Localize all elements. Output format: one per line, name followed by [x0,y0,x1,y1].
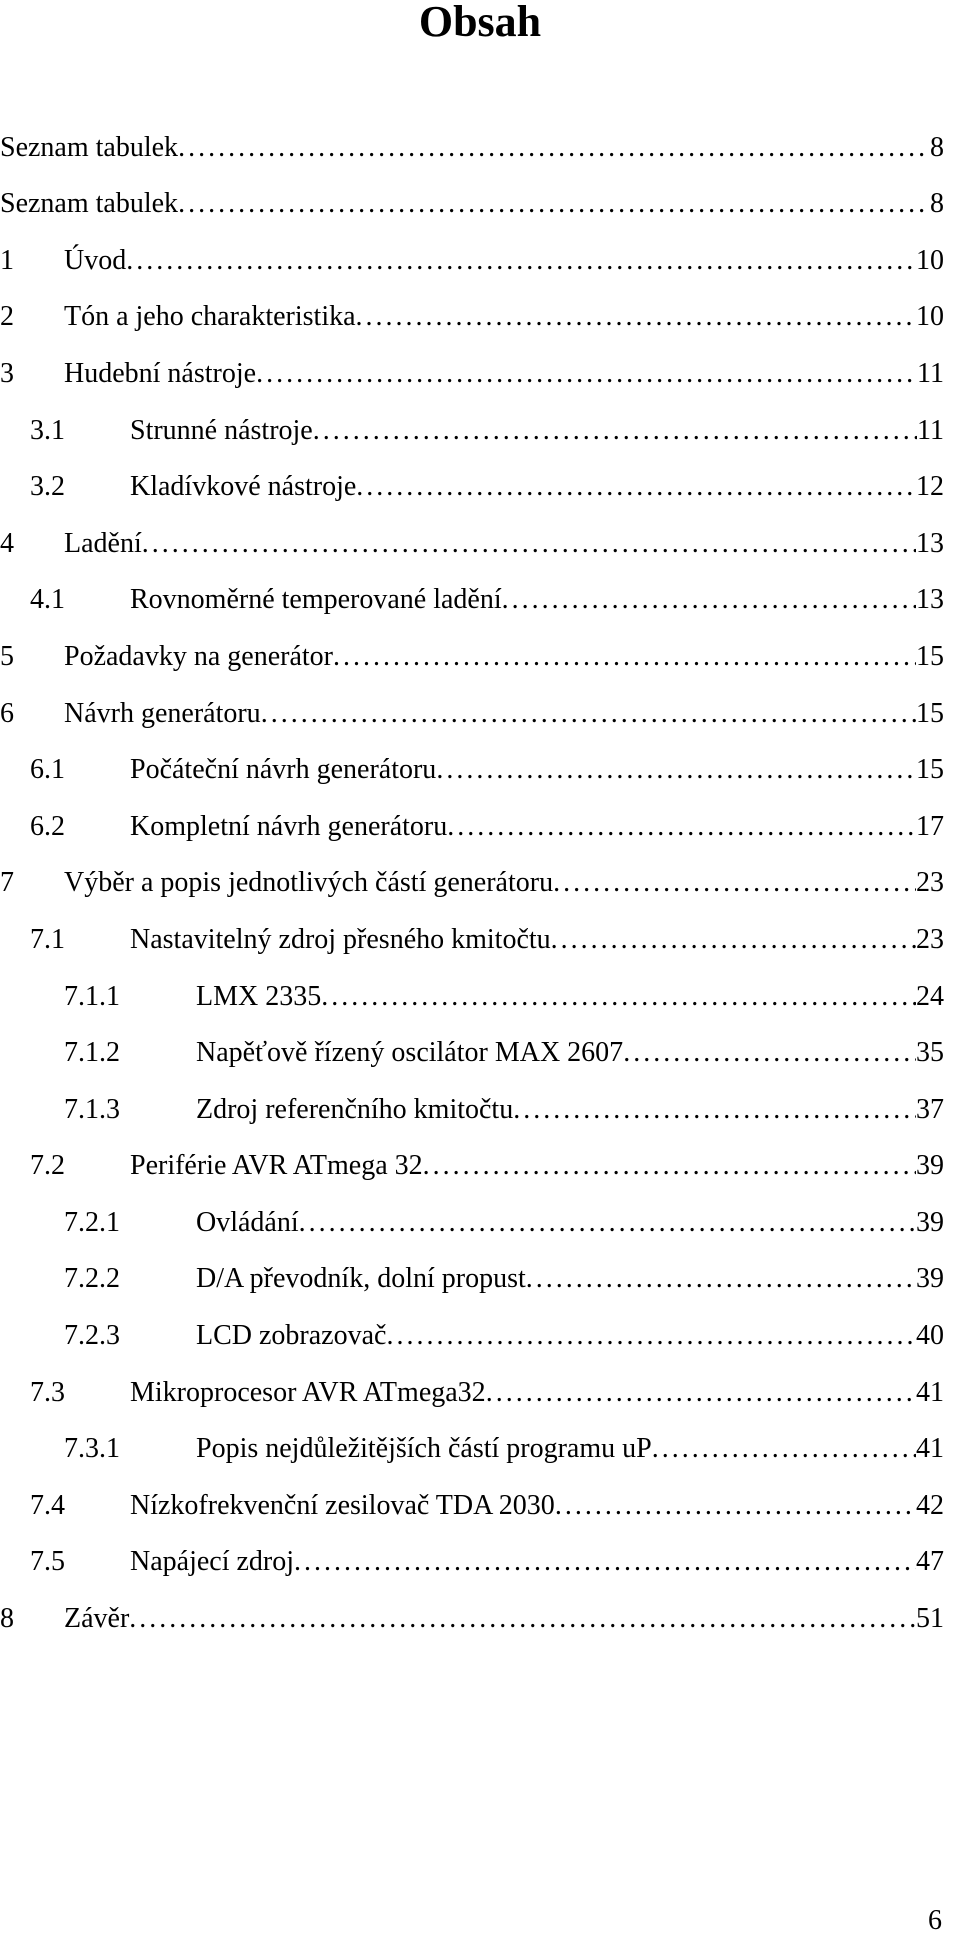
toc-entry-line [196,1433,944,1465]
toc-entry-page: 39 [916,1263,944,1295]
toc-entry-page: 11 [917,414,944,446]
toc-entry[interactable] [0,285,960,342]
toc-dot-leader [623,1037,916,1069]
toc-entry-number: 1 [0,244,14,276]
toc-entry-number: 7.5 [30,1546,65,1578]
toc-entry-page: 39 [916,1150,944,1182]
page-title: Obsah [418,0,542,46]
toc-entry-line [196,1037,944,1069]
toc-dot-leader [333,641,916,673]
toc-dot-leader [142,528,916,560]
toc-entry-title: Periférie AVR ATmega 32 [130,1150,423,1182]
toc-entry-line [130,584,944,616]
toc-entry-line [130,754,944,786]
toc-entry[interactable] [0,964,960,1021]
toc-entry-line [64,867,944,899]
toc-entry-line [130,1546,944,1578]
toc-entry-page: 47 [916,1546,944,1578]
toc-entry-number: 7.2.2 [64,1263,120,1295]
toc-entry-number: 8 [0,1603,14,1635]
toc-dot-leader [502,584,916,616]
toc-entry-page: 15 [916,640,944,672]
toc-entry[interactable] [0,1360,960,1417]
toc-entry[interactable] [0,115,960,172]
toc-entry-line [196,1094,944,1126]
toc-entry-title: Návrh generátoru [64,697,261,729]
toc-entry[interactable] [0,1473,960,1530]
toc-entry-title: Strunné nástroje [130,414,313,446]
toc-dot-leader [423,1150,916,1182]
toc-entry-title: Seznam tabulek [0,188,179,220]
toc-entry-title: D/A převodník, dolní propust [196,1263,526,1295]
toc-dot-leader [321,981,916,1013]
toc-entry-line [64,641,944,673]
toc-entry-title: Napěťově řízený oscilátor MAX 2607 [196,1037,624,1069]
toc-entry-line [130,415,944,447]
toc-entry-number: 7.2.1 [64,1206,120,1238]
toc-entry-number: 6.1 [30,754,65,786]
toc-entry-title: Popis nejdůležitějších částí programu uP [196,1433,652,1465]
toc-entry[interactable] [0,1417,960,1474]
toc-entry[interactable] [0,1021,960,1078]
toc-entry-number: 6.2 [30,810,65,842]
toc-entry-line [64,1603,944,1635]
toc-entry-number: 6 [0,697,14,729]
toc-dot-leader [126,245,916,277]
toc-entry-number: 7.3.1 [64,1433,120,1465]
toc-dot-leader [486,1377,916,1409]
toc-entry-line [130,1377,944,1409]
toc-entry-title: Počáteční návrh generátoru [130,754,437,786]
toc-entry-number: 7.1.2 [64,1037,120,1069]
toc-entry-page: 13 [916,584,944,616]
toc-entry-page: 11 [917,357,944,389]
toc-entry-page: 40 [916,1320,944,1352]
toc-entry-number: 7.1.1 [64,980,120,1012]
toc-entry-number: 7.4 [30,1489,65,1521]
toc-entry[interactable] [0,341,960,398]
toc-entry[interactable] [0,511,960,568]
toc-dot-leader [356,471,916,503]
toc-entry-page: 24 [916,980,944,1012]
toc-entry-number: 2 [0,301,14,333]
toc-entry-page: 37 [916,1093,944,1125]
toc-entry-page: 12 [916,471,944,503]
toc-dot-leader [129,1603,916,1635]
toc-entry-page: 15 [916,697,944,729]
toc-entry[interactable] [0,1586,960,1643]
toc-entry[interactable] [0,1530,960,1587]
toc-entry-page: 23 [916,923,944,955]
toc-entry[interactable] [0,1190,960,1247]
toc-entry-line [64,301,944,333]
toc-entry[interactable] [0,455,960,512]
toc-entry-title: Kompletní návrh generátoru [130,810,448,842]
toc-entry-title: Hudební nástroje [64,357,257,389]
toc-dot-leader [652,1433,916,1465]
toc-entry-title: Nízkofrekvenční zesilovač TDA 2030 [130,1489,555,1521]
toc-entry-title: Ovládání [196,1206,299,1238]
toc-entry-line [130,1150,944,1182]
toc-entry-number: 7.2.3 [64,1320,120,1352]
toc-entry-line [130,1490,944,1522]
toc-dot-leader [178,188,930,220]
toc-entry[interactable] [0,568,960,625]
toc-entry[interactable] [0,1077,960,1134]
toc-entry-page: 17 [916,810,944,842]
toc-entry-number: 3 [0,357,14,389]
toc-entry-page: 8 [930,188,944,220]
toc-entry[interactable] [0,794,960,851]
toc-entry-line [196,981,944,1013]
toc-entry-title: Závěr [64,1603,130,1635]
toc-entry-number: 7.1.3 [64,1093,120,1125]
toc-entry-number: 7.2 [30,1150,65,1182]
toc-entry[interactable] [0,1247,960,1304]
toc-entry[interactable] [0,228,960,285]
toc-dot-leader [294,1546,916,1578]
toc-entry-title: Zdroj referenčního kmitočtu [196,1093,514,1125]
toc-entry-title: Ladění [64,527,142,559]
toc-entry-number: 4.1 [30,584,65,616]
toc-entry[interactable] [0,738,960,795]
toc-dot-leader [299,1207,916,1239]
toc-entry-number: 7.1 [30,923,65,955]
toc-entry-line [130,924,944,956]
toc-entry-title: Tón a jeho charakteristika [64,301,356,333]
toc-entry-page: 8 [930,131,944,163]
toc-entry-page: 41 [916,1376,944,1408]
toc-entry-line [196,1263,944,1295]
toc-entry-title: Výběr a popis jednotlivých částí generátoru [64,867,554,899]
toc-entry-number: 5 [0,640,14,672]
toc-entry-title: Kladívkové nástroje [130,471,357,503]
page-number: 6 [928,1905,942,1936]
toc-entry-page: 10 [916,244,944,276]
toc-entry-title: Nastavitelný zdroj přesného kmitočtu [130,923,551,955]
toc-dot-leader [551,924,916,956]
toc-entry-title: Seznam tabulek [0,131,179,163]
toc-entry-title: Požadavky na generátor [64,640,333,672]
toc-entry-page: 51 [916,1603,944,1635]
toc-entry[interactable] [0,1134,960,1191]
toc-entry-page: 42 [916,1489,944,1521]
toc-entry-title: Mikroprocesor AVR ATmega32 [130,1376,486,1408]
toc-dot-leader [356,301,916,333]
toc-entry[interactable] [0,851,960,908]
toc-entry-title: Úvod [64,244,127,276]
toc-entry-line [64,245,944,277]
toc-dot-leader [526,1263,916,1295]
toc-entry-number: 4 [0,527,14,559]
toc-dot-leader [555,1490,916,1522]
toc-entry[interactable] [0,907,960,964]
toc-entry-line [64,698,944,730]
toc-entry-page: 41 [916,1433,944,1465]
toc-dot-leader [261,698,916,730]
toc-dot-leader [436,754,916,786]
toc-entry[interactable] [0,172,960,229]
toc-entry-line [130,471,944,503]
toc-dot-leader [447,811,916,843]
toc-entry-title: LMX 2335 [196,980,322,1012]
toc-entry-page: 39 [916,1206,944,1238]
toc-entry-page: 15 [916,754,944,786]
toc-entry[interactable] [0,681,960,738]
toc-dot-leader [513,1094,916,1126]
toc-entry-page: 10 [916,301,944,333]
toc-dot-leader [313,415,917,447]
toc-entry-page: 35 [916,1037,944,1069]
table-of-contents [0,115,960,1643]
toc-entry-line [64,528,944,560]
toc-dot-leader [553,867,916,899]
toc-entry-line [0,188,944,220]
toc-entry-line [196,1207,944,1239]
toc-entry-page: 13 [916,527,944,559]
toc-entry-page: 23 [916,867,944,899]
toc-entry-number: 3.2 [30,471,65,503]
toc-entry-line [64,358,944,390]
toc-dot-leader [256,358,917,390]
toc-entry-title: Napájecí zdroj [130,1546,295,1578]
toc-dot-leader [178,132,930,164]
toc-entry-title: Rovnoměrné temperované ladění [130,584,502,616]
toc-entry-line [0,132,944,164]
toc-entry-number: 7.3 [30,1376,65,1408]
toc-entry[interactable] [0,1303,960,1360]
toc-entry-title: LCD zobrazovač [196,1320,387,1352]
toc-dot-leader [386,1320,916,1352]
toc-entry-number: 3.1 [30,414,65,446]
toc-entry-line [196,1320,944,1352]
toc-entry-line [130,811,944,843]
toc-entry[interactable] [0,624,960,681]
toc-entry[interactable] [0,398,960,455]
toc-entry-number: 7 [0,867,14,899]
